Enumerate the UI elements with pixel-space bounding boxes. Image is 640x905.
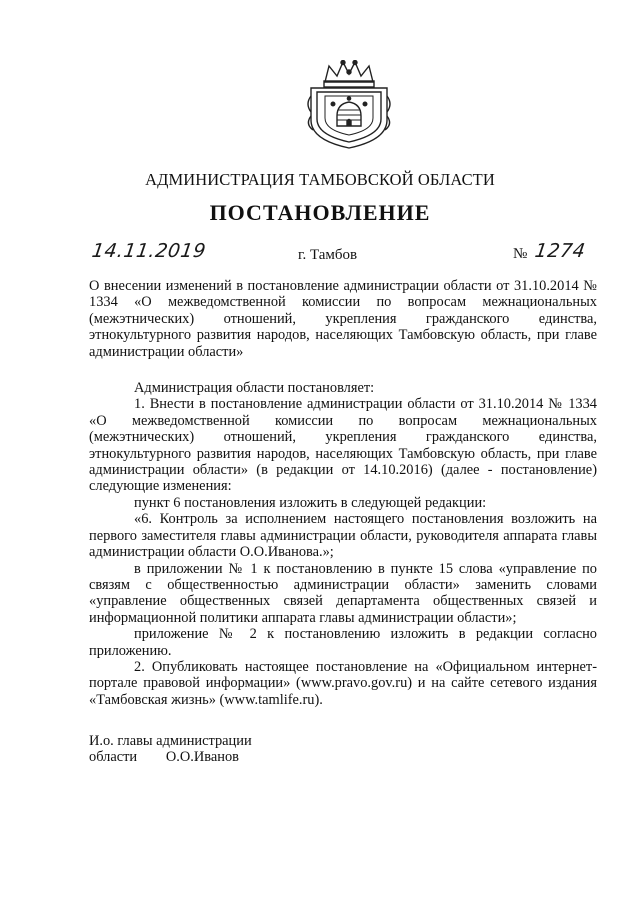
paragraph-point-6-text: «6. Контроль за исполнением настоящего постановления возложить на первого заместителя главы администрации области, руководителя аппарата главы администрации области О.О.Иванова.»; <box>89 511 597 561</box>
signature-position: И.о. главы администрации <box>89 733 252 749</box>
number-sign: № <box>513 246 528 262</box>
document-body <box>89 278 597 708</box>
handwritten-date: 14.11.2019 <box>90 240 208 262</box>
signature-name: области О.О.Иванов <box>89 749 239 766</box>
document-type-heading: ПОСТАНОВЛЕНИЕ <box>209 200 431 225</box>
paragraph-item-1: 1. Внести в постановление администрации области от 31.10.2014 № 1334 «О межведомственной комиссии по вопросам межнациональных (межэтнических) отношений, укрепления гражданского единства, этнокультурного развития народов, населяющих Тамбовскую область, при главе администрации области» (в редакции от 14.10.2016) (далее - постановление) следующие изменения: <box>89 396 597 495</box>
paragraph-preamble: Администрация области постановляет: <box>134 380 375 397</box>
organization-name: АДМИНИСТРАЦИЯ ТАМБОВСКОЙ ОБЛАСТИ <box>145 170 495 189</box>
city-label: г. Тамбов <box>298 247 358 263</box>
coat-of-arms-emblem <box>303 60 395 150</box>
paragraph-point-6: пункт 6 постановления изложить в следующей редакции: <box>134 494 487 511</box>
handwritten-document-number: 1274 <box>533 240 587 262</box>
signature-block <box>89 733 252 766</box>
paragraph-appendix-2: приложение № 2 к постановлению изложить в редакции согласно приложению. <box>89 626 597 659</box>
paragraph-appendix-1: в приложении № 1 к постановлению в пункте 15 слова «управление по связям с общественностью администрации области» заменить словами «управление общественных связей департамента общественных связей и информационной политики аппарата главы администрации области»; <box>89 560 597 626</box>
paragraph-item-2: 2. Опубликовать настоящее постановление на «Официальном интернет-портале правовой информации» (www.pravo.gov.ru) и на сайте сетевого издания «Тамбовская жизнь» (www.tamlife.ru). <box>89 658 597 708</box>
document-title: О внесении изменений в постановление администрации области от 31.10.2014 № 1334 «О межведомственной комиссии по вопросам межнациональных (межэтнических) отношений, укрепления гражданского единства, этнокультурного развития народов, населяющих Тамбовскую область, при главе администрации области» <box>89 278 597 360</box>
